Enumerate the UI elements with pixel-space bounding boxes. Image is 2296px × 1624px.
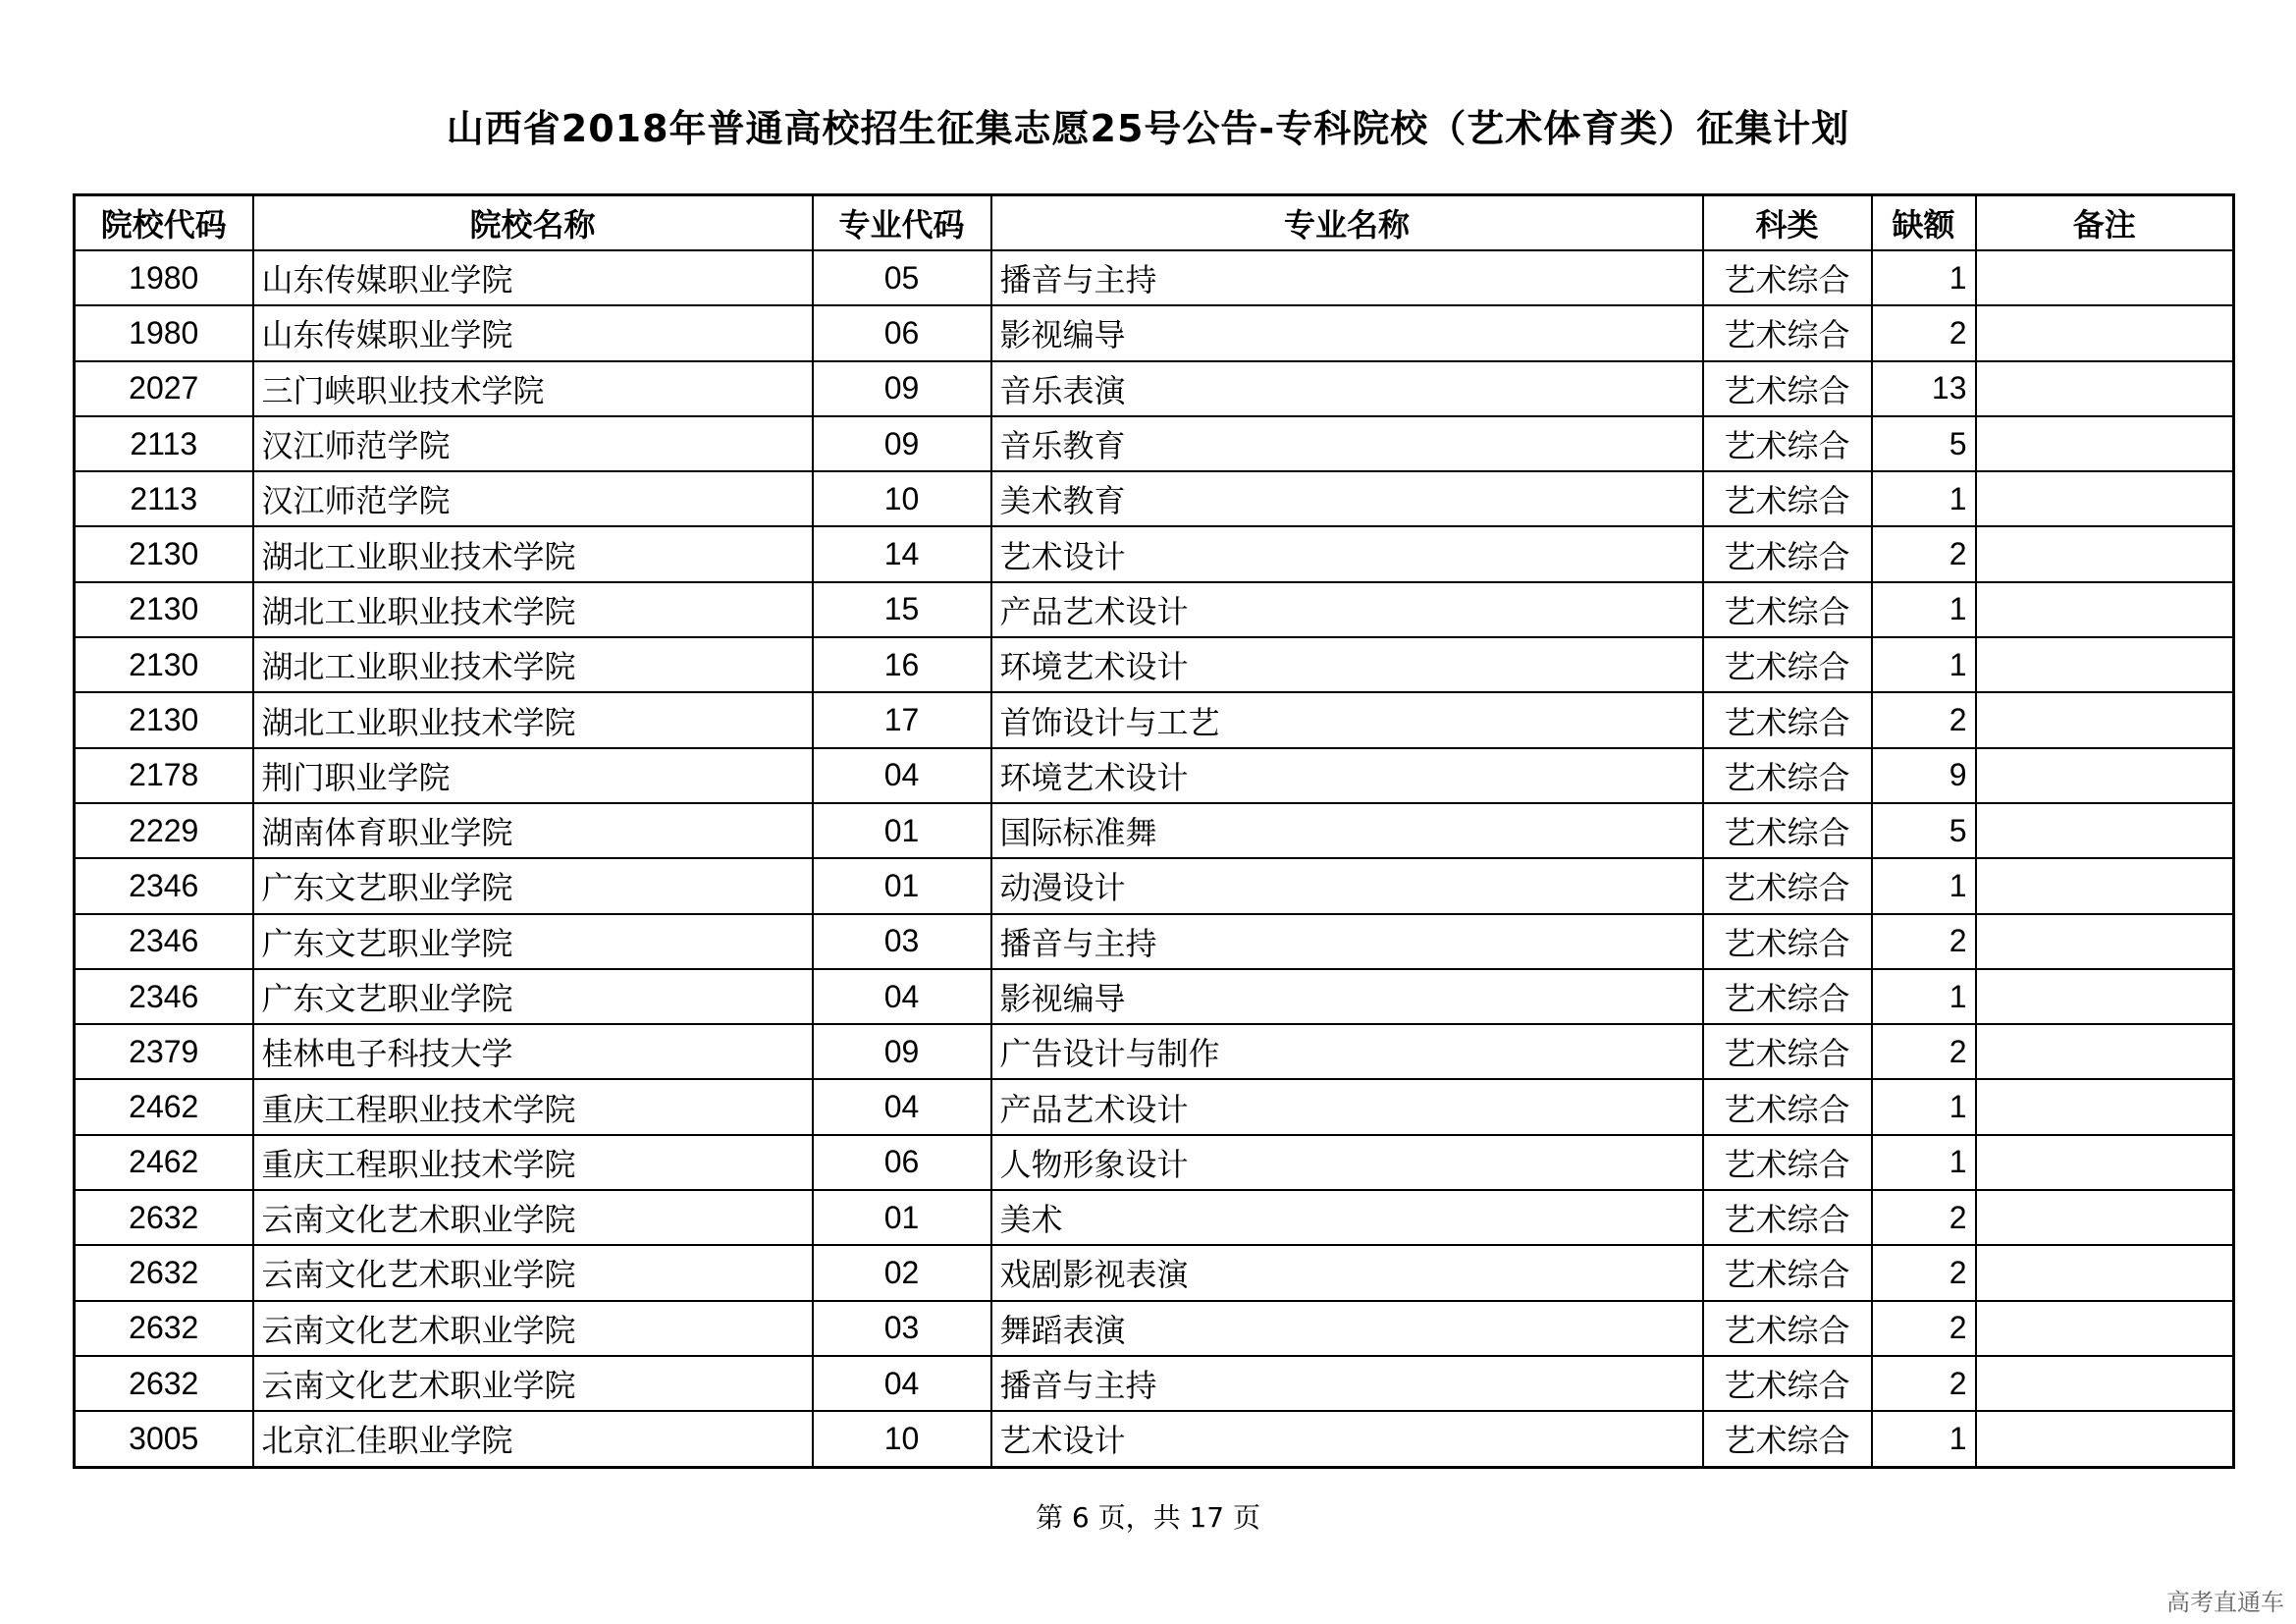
school-code-cell: 2632	[75, 1190, 253, 1245]
category-cell: 艺术综合	[1703, 1301, 1872, 1356]
category-cell: 艺术综合	[1703, 416, 1872, 471]
table-row	[75, 1024, 2234, 1079]
category-cell: 艺术综合	[1703, 305, 1872, 360]
major-name-cell: 音乐教育	[991, 416, 1703, 471]
category-cell: 艺术综合	[1703, 692, 1872, 747]
table-row	[75, 471, 2234, 526]
note-cell	[1976, 1079, 2234, 1134]
table-row	[75, 858, 2234, 913]
school-name-cell: 云南文化艺术职业学院	[253, 1356, 813, 1411]
note-cell	[1976, 1135, 2234, 1190]
major-name-cell: 人物形象设计	[991, 1135, 1703, 1190]
quota-cell: 1	[1872, 582, 1976, 637]
header-school-name: 院校名称	[253, 195, 813, 251]
school-code-cell: 2632	[75, 1356, 253, 1411]
major-name-cell: 环境艺术设计	[991, 637, 1703, 692]
note-cell	[1976, 1301, 2234, 1356]
category-cell: 艺术综合	[1703, 250, 1872, 305]
note-cell	[1976, 582, 2234, 637]
table-row	[75, 969, 2234, 1024]
school-name-cell: 三门峡职业技术学院	[253, 361, 813, 416]
page-title: 山西省2018年普通高校招生征集志愿25号公告-专科院校（艺术体育类）征集计划	[446, 107, 1850, 150]
school-code-cell: 2346	[75, 969, 253, 1024]
table-body	[75, 250, 2234, 1467]
category-cell: 艺术综合	[1703, 637, 1872, 692]
category-cell: 艺术综合	[1703, 914, 1872, 969]
quota-cell: 2	[1872, 1245, 1976, 1300]
category-cell: 艺术综合	[1703, 1245, 1872, 1300]
major-code-cell: 16	[813, 637, 991, 692]
school-code-cell: 2130	[75, 582, 253, 637]
category-cell: 艺术综合	[1703, 361, 1872, 416]
note-cell	[1976, 637, 2234, 692]
major-code-cell: 01	[813, 858, 991, 913]
quota-cell: 5	[1872, 416, 1976, 471]
watermark: 高考直通车	[2166, 1589, 2284, 1616]
major-code-cell: 04	[813, 1356, 991, 1411]
category-cell: 艺术综合	[1703, 1135, 1872, 1190]
major-name-cell: 影视编导	[991, 305, 1703, 360]
header-note: 备注	[1976, 195, 2234, 251]
school-name-cell: 广东文艺职业学院	[253, 969, 813, 1024]
table-row	[75, 1079, 2234, 1134]
note-cell	[1976, 1245, 2234, 1300]
school-code-cell: 2632	[75, 1245, 253, 1300]
major-code-cell: 15	[813, 582, 991, 637]
major-code-cell: 09	[813, 361, 991, 416]
school-name-cell: 荆门职业学院	[253, 748, 813, 803]
major-code-cell: 09	[813, 416, 991, 471]
school-name-cell: 汉江师范学院	[253, 416, 813, 471]
school-name-cell: 云南文化艺术职业学院	[253, 1245, 813, 1300]
school-code-cell: 3005	[75, 1411, 253, 1467]
header-major-code: 专业代码	[813, 195, 991, 251]
major-code-cell: 05	[813, 250, 991, 305]
school-code-cell: 2027	[75, 361, 253, 416]
major-code-cell: 02	[813, 1245, 991, 1300]
category-cell: 艺术综合	[1703, 1079, 1872, 1134]
table-row	[75, 1245, 2234, 1300]
note-cell	[1976, 914, 2234, 969]
note-cell	[1976, 1190, 2234, 1245]
category-cell: 艺术综合	[1703, 748, 1872, 803]
major-name-cell: 舞蹈表演	[991, 1301, 1703, 1356]
major-code-cell: 04	[813, 748, 991, 803]
major-name-cell: 动漫设计	[991, 858, 1703, 913]
table-row	[75, 748, 2234, 803]
note-cell	[1976, 692, 2234, 747]
note-cell	[1976, 1411, 2234, 1467]
quota-cell: 1	[1872, 969, 1976, 1024]
school-name-cell: 云南文化艺术职业学院	[253, 1301, 813, 1356]
major-name-cell: 产品艺术设计	[991, 582, 1703, 637]
major-code-cell: 06	[813, 305, 991, 360]
major-name-cell: 影视编导	[991, 969, 1703, 1024]
school-name-cell: 湖北工业职业技术学院	[253, 526, 813, 581]
major-code-cell: 03	[813, 1301, 991, 1356]
school-code-cell: 2130	[75, 692, 253, 747]
enrollment-plan-table	[73, 193, 2235, 1469]
major-name-cell: 广告设计与制作	[991, 1024, 1703, 1079]
major-code-cell: 10	[813, 1411, 991, 1467]
school-code-cell: 2346	[75, 914, 253, 969]
major-name-cell: 播音与主持	[991, 1356, 1703, 1411]
quota-cell: 13	[1872, 361, 1976, 416]
table-row	[75, 250, 2234, 305]
note-cell	[1976, 416, 2234, 471]
major-code-cell: 14	[813, 526, 991, 581]
school-name-cell: 汉江师范学院	[253, 471, 813, 526]
quota-cell: 5	[1872, 803, 1976, 858]
category-cell: 艺术综合	[1703, 969, 1872, 1024]
quota-cell: 1	[1872, 471, 1976, 526]
quota-cell: 1	[1872, 250, 1976, 305]
quota-cell: 1	[1872, 858, 1976, 913]
quota-cell: 2	[1872, 1190, 1976, 1245]
school-code-cell: 1980	[75, 305, 253, 360]
header-major-name: 专业名称	[991, 195, 1703, 251]
note-cell	[1976, 526, 2234, 581]
school-code-cell: 2130	[75, 526, 253, 581]
table-row	[75, 361, 2234, 416]
category-cell: 艺术综合	[1703, 858, 1872, 913]
school-code-cell: 2462	[75, 1079, 253, 1134]
note-cell	[1976, 748, 2234, 803]
major-code-cell: 03	[813, 914, 991, 969]
note-cell	[1976, 1356, 2234, 1411]
school-code-cell: 2632	[75, 1301, 253, 1356]
note-cell	[1976, 361, 2234, 416]
category-cell: 艺术综合	[1703, 1190, 1872, 1245]
major-name-cell: 戏剧影视表演	[991, 1245, 1703, 1300]
school-name-cell: 桂林电子科技大学	[253, 1024, 813, 1079]
note-cell	[1976, 858, 2234, 913]
school-code-cell: 2113	[75, 471, 253, 526]
school-code-cell: 2229	[75, 803, 253, 858]
school-name-cell: 重庆工程职业技术学院	[253, 1079, 813, 1134]
quota-cell: 2	[1872, 692, 1976, 747]
category-cell: 艺术综合	[1703, 471, 1872, 526]
table-row	[75, 416, 2234, 471]
quota-cell: 1	[1872, 1411, 1976, 1467]
school-name-cell: 广东文艺职业学院	[253, 858, 813, 913]
major-code-cell: 04	[813, 1079, 991, 1134]
category-cell: 艺术综合	[1703, 1411, 1872, 1467]
table-row	[75, 914, 2234, 969]
note-cell	[1976, 250, 2234, 305]
quota-cell: 2	[1872, 1024, 1976, 1079]
school-name-cell: 北京汇佳职业学院	[253, 1411, 813, 1467]
school-code-cell: 2130	[75, 637, 253, 692]
quota-cell: 2	[1872, 914, 1976, 969]
note-cell	[1976, 1024, 2234, 1079]
school-code-cell: 2113	[75, 416, 253, 471]
school-name-cell: 湖南体育职业学院	[253, 803, 813, 858]
header-quota: 缺额	[1872, 195, 1976, 251]
major-code-cell: 06	[813, 1135, 991, 1190]
category-cell: 艺术综合	[1703, 526, 1872, 581]
major-name-cell: 美术教育	[991, 471, 1703, 526]
school-code-cell: 2346	[75, 858, 253, 913]
major-name-cell: 环境艺术设计	[991, 748, 1703, 803]
school-name-cell: 广东文艺职业学院	[253, 914, 813, 969]
school-code-cell: 1980	[75, 250, 253, 305]
quota-cell: 2	[1872, 305, 1976, 360]
quota-cell: 1	[1872, 1079, 1976, 1134]
major-name-cell: 艺术设计	[991, 1411, 1703, 1467]
school-name-cell: 湖北工业职业技术学院	[253, 582, 813, 637]
quota-cell: 2	[1872, 1356, 1976, 1411]
major-name-cell: 播音与主持	[991, 250, 1703, 305]
table-row	[75, 1411, 2234, 1467]
quota-cell: 2	[1872, 526, 1976, 581]
table-row	[75, 692, 2234, 747]
category-cell: 艺术综合	[1703, 582, 1872, 637]
major-name-cell: 美术	[991, 1190, 1703, 1245]
table-row	[75, 1301, 2234, 1356]
table-row	[75, 637, 2234, 692]
major-code-cell: 09	[813, 1024, 991, 1079]
major-name-cell: 音乐表演	[991, 361, 1703, 416]
quota-cell: 1	[1872, 637, 1976, 692]
table-row	[75, 582, 2234, 637]
quota-cell: 9	[1872, 748, 1976, 803]
header-category: 科类	[1703, 195, 1872, 251]
table-header-row	[75, 195, 2234, 251]
major-name-cell: 播音与主持	[991, 914, 1703, 969]
note-cell	[1976, 471, 2234, 526]
table-row	[75, 526, 2234, 581]
major-code-cell: 10	[813, 471, 991, 526]
quota-cell: 2	[1872, 1301, 1976, 1356]
major-code-cell: 01	[813, 1190, 991, 1245]
school-code-cell: 2462	[75, 1135, 253, 1190]
table-row	[75, 305, 2234, 360]
table-row	[75, 1190, 2234, 1245]
school-name-cell: 湖北工业职业技术学院	[253, 637, 813, 692]
school-name-cell: 山东传媒职业学院	[253, 250, 813, 305]
school-name-cell: 重庆工程职业技术学院	[253, 1135, 813, 1190]
table-row	[75, 803, 2234, 858]
note-cell	[1976, 803, 2234, 858]
category-cell: 艺术综合	[1703, 803, 1872, 858]
header-school-code: 院校代码	[75, 195, 253, 251]
page-footer: 第 6 页，共 17 页	[1035, 1501, 1261, 1534]
note-cell	[1976, 305, 2234, 360]
table-row	[75, 1135, 2234, 1190]
major-name-cell: 首饰设计与工艺	[991, 692, 1703, 747]
school-name-cell: 山东传媒职业学院	[253, 305, 813, 360]
school-name-cell: 云南文化艺术职业学院	[253, 1190, 813, 1245]
major-code-cell: 04	[813, 969, 991, 1024]
school-name-cell: 湖北工业职业技术学院	[253, 692, 813, 747]
table-row	[75, 1356, 2234, 1411]
school-code-cell: 2178	[75, 748, 253, 803]
major-code-cell: 01	[813, 803, 991, 858]
major-name-cell: 国际标准舞	[991, 803, 1703, 858]
major-code-cell: 17	[813, 692, 991, 747]
category-cell: 艺术综合	[1703, 1356, 1872, 1411]
note-cell	[1976, 969, 2234, 1024]
major-name-cell: 产品艺术设计	[991, 1079, 1703, 1134]
category-cell: 艺术综合	[1703, 1024, 1872, 1079]
major-name-cell: 艺术设计	[991, 526, 1703, 581]
school-code-cell: 2379	[75, 1024, 253, 1079]
quota-cell: 1	[1872, 1135, 1976, 1190]
